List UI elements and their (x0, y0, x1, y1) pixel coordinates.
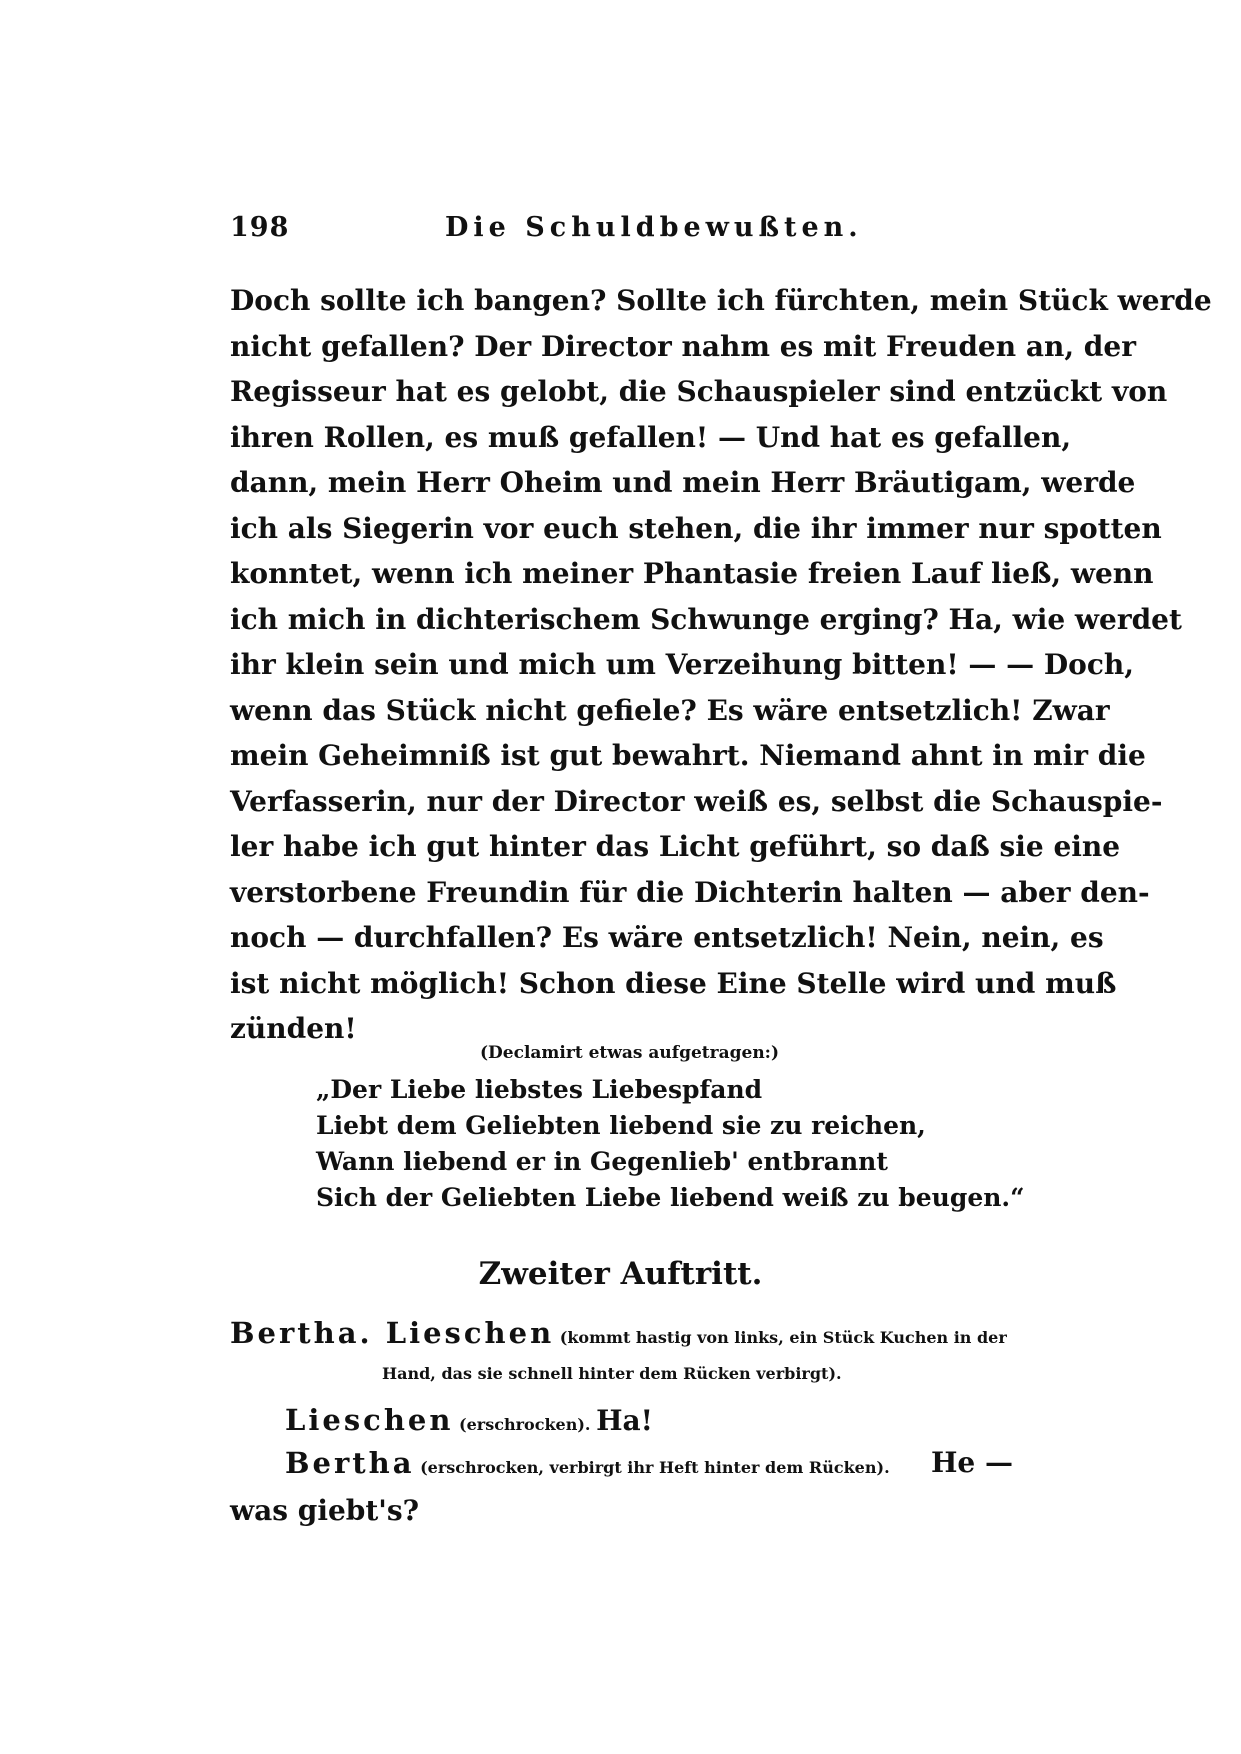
verse-line: Sich der Geliebten Liebe liebend weiß zu beugen.“ (316, 1183, 1025, 1212)
speech-text: He — (930, 1446, 1013, 1479)
text-line: ler habe ich gut hinter das Licht geführt, so daß sie eine (230, 830, 1121, 863)
stage-direction: (erschrocken). (459, 1415, 591, 1434)
dialog-line (285, 1403, 1069, 1437)
verse-block (316, 1072, 1025, 1216)
page-number: 198 (230, 212, 290, 243)
speech-text: Ha! (596, 1404, 653, 1437)
text-line: noch — durchfallen? Es wäre entsetzlich! Nein, nein, es (230, 921, 1104, 954)
text-line: verstorbene Freundin für die Dichterin halten — aber den- (230, 875, 1150, 909)
speaker-name: Lieschen (285, 1403, 454, 1437)
scene-heading: Zweiter Auftritt. (478, 1256, 763, 1292)
text-line: Doch sollte ich bangen? Sollte ich fürchten, mein Stück werde (230, 284, 1212, 317)
page-header (230, 212, 1020, 252)
verse-line: Liebt dem Geliebten liebend sie zu reichen, (316, 1111, 926, 1140)
text-line: nicht gefallen? Der Director nahm es mit Freuden an, der (230, 329, 1136, 363)
running-title: Die Schuldbewußten. (445, 212, 863, 243)
text-line: wenn das Stück nicht gefiele? Es wäre entsetzlich! Zwar (230, 693, 1110, 727)
text-line: zünden! (230, 1012, 357, 1045)
text-line: ihren Rollen, es muß gefallen! — Und hat es gefallen, (230, 420, 1072, 454)
stage-direction: (Declamirt etwas aufgetragen:) (480, 1043, 780, 1063)
text-line: ist nicht möglich! Schon diese Eine Stelle wird und muß (230, 966, 1117, 1000)
stage-direction: (erschrocken, verbirgt ihr Heft hinter dem Rücken). (420, 1458, 890, 1477)
speaker-name: Bertha (285, 1446, 415, 1480)
text-line: dann, mein Herr Oheim und mein Herr Bräutigam, werde (230, 466, 1136, 499)
speech-text: was giebt's? (230, 1494, 420, 1527)
text-line: ich mich in dichterischem Schwunge erging? Ha, wie werdet (230, 602, 1182, 636)
text-line: ich als Siegerin vor euch stehen, die ihr immer nur spotten (230, 511, 1162, 545)
stage-direction: Hand, das sie schnell hinter dem Rücken verbirgt). (382, 1364, 842, 1383)
text-line: Regisseur hat es gelobt, die Schauspieler sind entzückt von (230, 375, 1168, 408)
speaker-names: Bertha. Lieschen (230, 1316, 555, 1350)
stage-direction: (kommt hastig von links, ein Stück Kuchen in der (559, 1328, 1007, 1347)
monologue-paragraph (230, 278, 1212, 1052)
scene-cast-entry (230, 1316, 1014, 1383)
text-line: Verfasserin, nur der Director weiß es, selbst die Schauspie- (230, 784, 1163, 818)
text-line: ihr klein sein und mich um Verzeihung bitten! — — Doch, (230, 648, 1134, 681)
text-line: mein Geheimniß ist gut bewahrt. Niemand ahnt in mir die (230, 739, 1146, 772)
verse-line: Wann liebend er in Gegenlieb' entbrannt (316, 1147, 888, 1176)
verse-line: „Der Liebe liebstes Liebespfand (316, 1075, 763, 1104)
text-line: konntet, wenn ich meiner Phantasie freien Lauf ließ, wenn (230, 557, 1154, 590)
dialog-line (285, 1446, 1013, 1480)
